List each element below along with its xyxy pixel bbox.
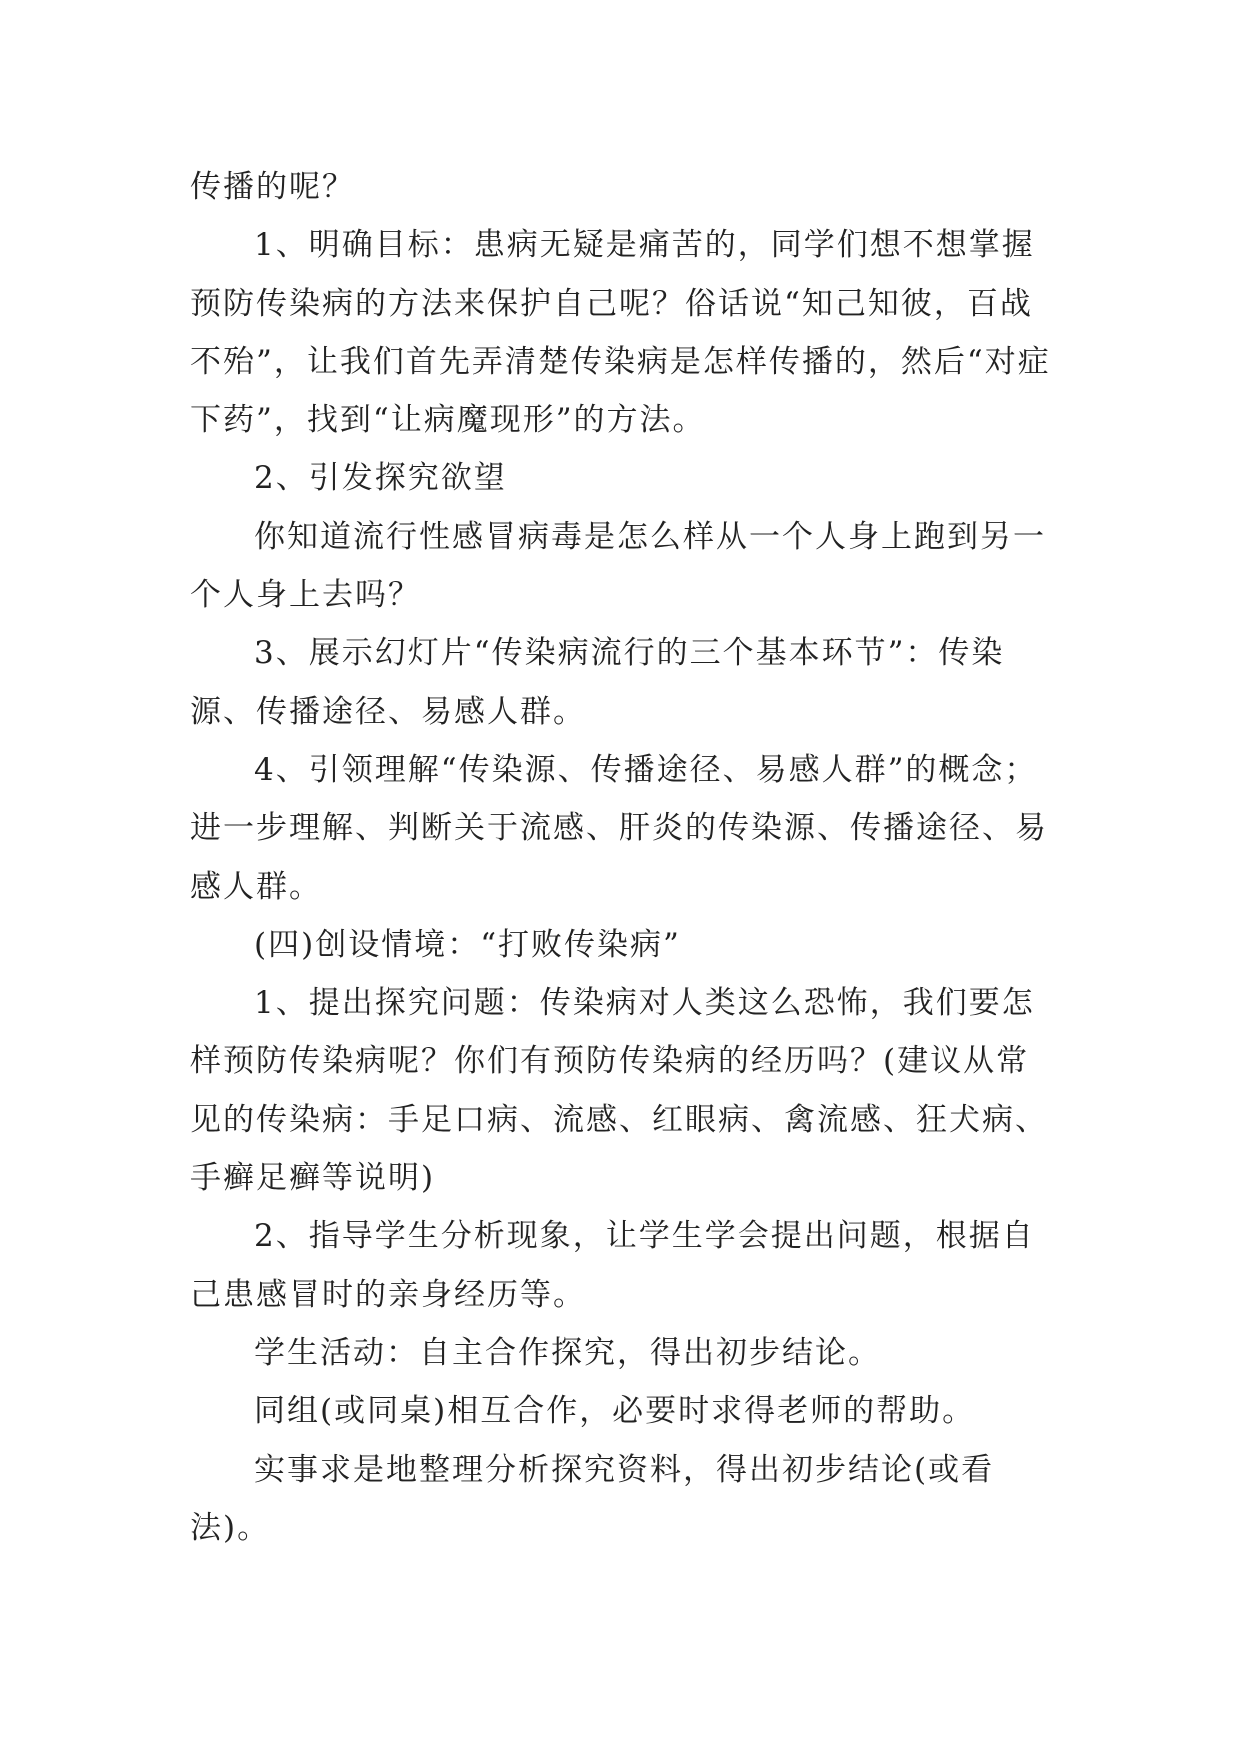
- paragraph-flu-question: 你知道流行性感冒病毒是怎么样从一个人身上跑到另一个人身上去吗？: [190, 518, 1046, 614]
- paragraph-group-cooperation: 同组(或同桌)相互合作，必要时求得老师的帮助。: [254, 1393, 976, 1430]
- paragraph-slide-three-links: 3、展示幻灯片“传染病流行的三个基本环节”：传染源、传播途径、易感人群。: [190, 635, 1005, 730]
- paragraph-organize-data: 实事求是地整理分析探究资料，得出初步结论(或看法)。: [190, 1451, 995, 1546]
- paragraph-inquiry-question: 1、提出探究问题：传染病对人类这么恐怖，我们要怎样预防传染病呢？你们有预防传染病的经历吗？(建议从常见的传染病：手足口病、流感、红眼病、禽流感、狂犬病、手癣足癣等说明): [190, 985, 1048, 1197]
- paragraph-inquiry-desire: 2、引发探究欲望: [254, 460, 507, 497]
- paragraph-student-activity: 学生活动：自主合作探究，得出初步结论。: [254, 1334, 881, 1371]
- paragraph-continuation: 传播的呢？: [190, 169, 355, 205]
- paragraph-understand-concepts: 4、引领理解“传染源、传播途径、易感人群”的概念；进一步理解、判断关于流感、肝炎的传染源、传播途径、易感人群。: [190, 751, 1048, 905]
- document-body: [190, 158, 1060, 1557]
- paragraph-clarify-goal: 1、明确目标：患病无疑是痛苦的，同学们想不想掌握预防传染病的方法来保护自己呢？俗话说“知己知彼，百战不殆”，让我们首先弄清楚传染病是怎样传播的，然后“对症下药”，找到“让病魔现形”的方法。: [190, 227, 1051, 439]
- paragraph-guide-analysis: 2、指导学生分析现象，让学生学会提出问题，根据自己患感冒时的亲身经历等。: [190, 1218, 1035, 1313]
- section-heading-four: (四)创设情境：“打败传染病”: [254, 926, 681, 963]
